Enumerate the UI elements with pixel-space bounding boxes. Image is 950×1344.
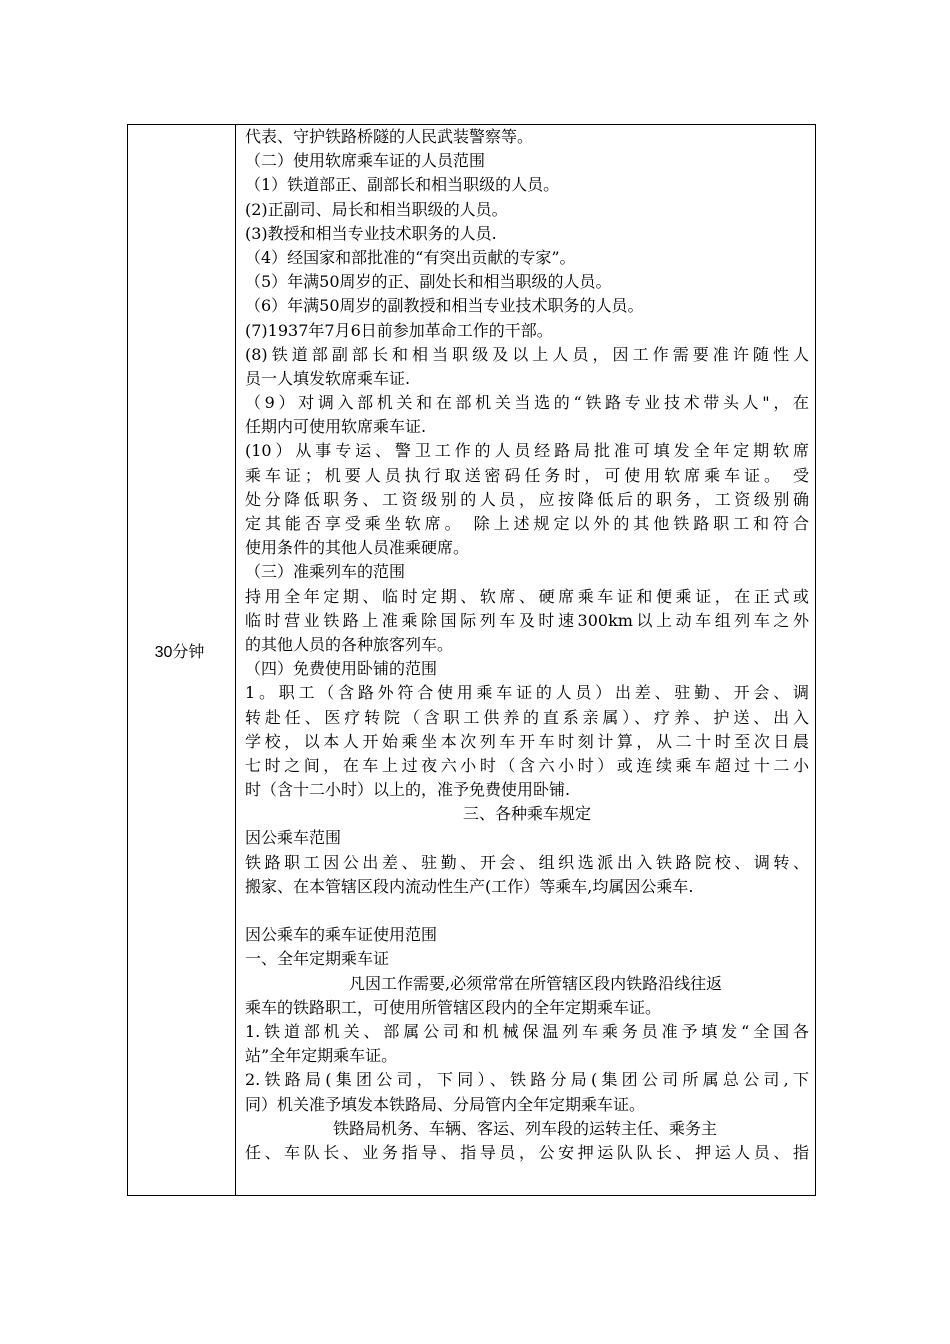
content-lines <box>245 125 809 1165</box>
content-line: 任、车队长、业务指导、指导员，公安押运队队长、押运人员、指 <box>245 1142 809 1162</box>
content-line: 乘车证；机要人员执行取送密码任务时，可使用软席乘车证。 受 <box>245 465 809 485</box>
content-line: 一、全年定期乘车证 <box>245 949 390 969</box>
content-line: 搬家、在本管辖区段内流动性生产(工作）等乘车,均属因公乘车. <box>245 876 694 896</box>
content-line: 铁路职工因公出差、驻勤、开会、组织选派出入铁路院校、调转、 <box>245 852 809 872</box>
content-cell <box>237 125 815 1195</box>
content-line: (2)正副司、局长和相当职级的人员。 <box>245 199 508 219</box>
content-line: 使用条件的其他人员准乘硬席。 <box>245 538 470 558</box>
content-line: 的其他人员的各种旅客列车。 <box>245 634 454 654</box>
content-line: 2.铁路局(集团公司，下同）、铁路分局(集团公司所属总公司,下 <box>245 1070 809 1090</box>
content-line: （6）年满50周岁的副教授和相当专业技术职务的人员。 <box>245 296 644 316</box>
content-line: （二）使用软席乘车证的人员范围 <box>245 151 486 171</box>
content-line: 七时之间，在车上过夜六小时（含六小时）或连续乘车超过十二小 <box>245 755 809 775</box>
content-line: 处分降低职务、工资级别的人员，应按降低后的职务，工资级别确 <box>245 489 809 509</box>
content-line: 代表、守护铁路桥隧的人民武装警察等。 <box>245 127 534 146</box>
content-line: （5）年满50周岁的正、副处长和相当职级的人员。 <box>245 272 612 292</box>
content-line: (3)教授和相当专业技术职务的人员. <box>245 223 497 243</box>
content-line: 任期内可使用软席乘车证. <box>245 417 427 437</box>
content-line: 同）机关准予填发本铁路局、分局管内全年定期乘车证。 <box>245 1094 646 1114</box>
content-line: （4）经国家和部批准的“有突出贡献的专家”。 <box>245 247 576 267</box>
content-line: 三、各种乘车规定 <box>462 804 591 824</box>
content-line: 1。职工（含路外符合使用乘车证的人员）出差、驻勤、开会、调 <box>245 683 809 703</box>
content-line: (7)1937年7月6日前参加革命工作的干部。 <box>245 320 553 340</box>
content-line: 站”全年定期乘车证。 <box>245 1046 398 1066</box>
content-line: （三）准乘列车的范围 <box>245 562 406 582</box>
content-line: 乘车的铁路职工，可使用所管辖区段内的全年定期乘车证。 <box>245 997 662 1017</box>
content-line: 员一人填发软席乘车证. <box>245 368 411 388</box>
content-line: 凡因工作需要,必须常常在所管辖区段内铁路沿线往返 <box>349 973 723 993</box>
content-line: 时（含十二小时）以上的，准予免费使用卧铺. <box>245 780 571 800</box>
content-line: 因公乘车的乘车证使用范围 <box>245 925 438 945</box>
content-line: （9）对调入部机关和在部机关当选的“铁路专业技术带头人"，在 <box>245 393 809 413</box>
content-line: 临时营业铁路上准乘除国际列车及时速300km以上动车组列车之外 <box>245 610 809 630</box>
document-table <box>127 124 816 1196</box>
content-line <box>245 899 809 923</box>
content-line: (10）从事专运、警卫工作的人员经路局批准可填发全年定期软席 <box>245 441 809 461</box>
content-line: （四）免费使用卧铺的范围 <box>245 659 438 679</box>
content-line: (8)铁道部副部长和相当职级及以上人员，因工作需要准许随性人 <box>245 344 809 364</box>
content-line: 转赴任、医疗转院（含职工供养的直系亲属）、疗养、护送、出入 <box>245 707 809 727</box>
content-line: 学校，以本人开始乘坐本次列车开车时刻计算，从二十时至次日晨 <box>245 731 809 751</box>
content-line: 持用全年定期、临时定期、软席、硬席乘车证和便乘证，在正式或 <box>245 586 809 606</box>
time-cell <box>128 125 236 1195</box>
content-line: 铁路局机务、车辆、客运、列车段的运转主任、乘务主 <box>333 1118 718 1138</box>
content-line: 1.铁道部机关、部属公司和机械保温列车乘务员准予填发“全国各 <box>245 1021 809 1041</box>
content-line: 定其能否享受乘坐软席。 除上述规定以外的其他铁路职工和符合 <box>245 514 809 533</box>
content-line: （1）铁道部正、副部长和相当职级的人员。 <box>245 175 560 195</box>
content-line: 因公乘车范围 <box>245 828 342 848</box>
time-label: 30分钟 <box>154 643 205 661</box>
